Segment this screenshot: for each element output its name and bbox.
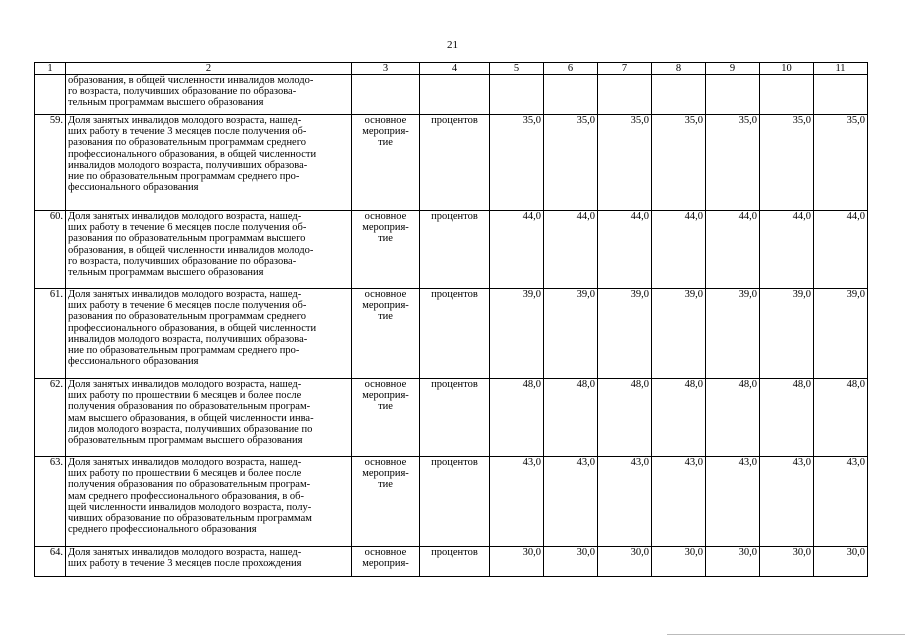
year-value	[544, 75, 598, 115]
description-line: ших работу по прошествии 6 месяцев и более после	[68, 468, 302, 480]
description-line: разования по образовательным программам высшего	[68, 233, 306, 245]
year-value: 43,0	[490, 457, 544, 547]
year-value: 48,0	[490, 379, 544, 457]
year-value: 48,0	[598, 379, 652, 457]
year-value: 35,0	[598, 115, 652, 211]
description-line: профессионального образования, в общей численности	[68, 148, 317, 160]
column-header: 10	[760, 63, 814, 75]
description-line: Доля занятых инвалидов молодого возраста, нашед-	[68, 457, 302, 468]
row-number: 61.	[35, 289, 66, 379]
description-line: разования по образовательным программам среднего	[68, 137, 307, 149]
description-line: ние по образовательным программам среднего про-	[68, 171, 300, 183]
year-value: 43,0	[652, 457, 706, 547]
description-line: Доля занятых инвалидов молодого возраста, нашед-	[68, 289, 302, 300]
year-value: 43,0	[814, 457, 868, 547]
page-number: 21	[447, 39, 458, 51]
description-line: получения образования по образовательным програм-	[68, 479, 311, 491]
year-value: 39,0	[652, 289, 706, 379]
description-line: лидов молодого возраста, получивших образование по	[68, 423, 313, 435]
indicator-type	[352, 211, 420, 289]
description-line: ших работу в течение 6 месяцев после получения об-	[68, 300, 307, 312]
column-header: 8	[652, 63, 706, 75]
type-line: основное	[364, 115, 407, 126]
column-header: 5	[490, 63, 544, 75]
unit-of-measure: процентов	[420, 379, 490, 457]
description-line: фессионального образования	[68, 356, 199, 368]
indicator-type	[352, 547, 420, 577]
year-value: 30,0	[544, 547, 598, 577]
description-line: мам высшего образования, в общей численности инва-	[68, 412, 314, 424]
year-value: 35,0	[760, 115, 814, 211]
row-number: 60.	[35, 211, 66, 289]
table-row	[35, 115, 868, 211]
indicator-description	[66, 547, 352, 577]
description-line: мам среднего профессионального образования, в об-	[68, 490, 305, 502]
column-header: 7	[598, 63, 652, 75]
description-line: ние по образовательным программам среднего про-	[68, 345, 300, 357]
year-value: 30,0	[760, 547, 814, 577]
column-header: 3	[352, 63, 420, 75]
type-line: мероприя-	[362, 126, 409, 138]
year-value: 35,0	[814, 115, 868, 211]
year-value: 43,0	[598, 457, 652, 547]
type-line: мероприя-	[362, 222, 409, 234]
table-row	[35, 547, 868, 577]
indicator-type	[352, 379, 420, 457]
description-line: инвалидов молодого возраста, получивших образова-	[68, 333, 308, 345]
row-number: 63.	[35, 457, 66, 547]
unit-of-measure: процентов	[420, 289, 490, 379]
year-value: 43,0	[706, 457, 760, 547]
year-value: 39,0	[598, 289, 652, 379]
year-value: 35,0	[652, 115, 706, 211]
description-line: разования по образовательным программам среднего	[68, 311, 307, 323]
year-value	[490, 75, 544, 115]
description-line: го возраста, получивших образование по образова-	[68, 86, 297, 98]
table-row	[35, 379, 868, 457]
description-line: фессионального образования	[68, 182, 199, 194]
year-value: 43,0	[544, 457, 598, 547]
year-value: 35,0	[544, 115, 598, 211]
description-line: Доля занятых инвалидов молодого возраста, нашед-	[68, 379, 302, 390]
description-line: Доля занятых инвалидов молодого возраста, нашед-	[68, 115, 302, 126]
year-value: 48,0	[652, 379, 706, 457]
year-value: 35,0	[706, 115, 760, 211]
unit-of-measure	[420, 75, 490, 115]
table-row	[35, 75, 868, 115]
year-value: 30,0	[652, 547, 706, 577]
indicator-type	[352, 457, 420, 547]
year-value: 44,0	[598, 211, 652, 289]
indicator-type	[352, 289, 420, 379]
year-value	[814, 75, 868, 115]
description-line: среднего профессионального образования	[68, 524, 257, 536]
type-line: тие	[378, 401, 393, 413]
row-number: 62.	[35, 379, 66, 457]
year-value	[652, 75, 706, 115]
year-value: 44,0	[814, 211, 868, 289]
description-line: ших работу в течение 3 месяцев после прохождения	[68, 558, 302, 570]
indicator-description	[66, 211, 352, 289]
table-row	[35, 289, 868, 379]
description-line: ших работу по прошествии 6 месяцев и более после	[68, 390, 302, 402]
year-value: 30,0	[598, 547, 652, 577]
type-line: тие	[378, 137, 393, 149]
description-line: ших работу в течение 6 месяцев после получения об-	[68, 222, 307, 234]
unit-of-measure: процентов	[420, 547, 490, 577]
row-number: 64.	[35, 547, 66, 577]
column-header: 4	[420, 63, 490, 75]
description-line: чивших образование по образовательным программам	[68, 513, 312, 525]
row-number: 59.	[35, 115, 66, 211]
year-value: 30,0	[814, 547, 868, 577]
type-line: основное	[364, 457, 407, 468]
year-value: 30,0	[490, 547, 544, 577]
description-line: Доля занятых инвалидов молодого возраста, нашед-	[68, 211, 302, 222]
table-row	[35, 211, 868, 289]
year-value: 39,0	[544, 289, 598, 379]
type-line: основное	[364, 547, 407, 558]
indicator-description	[66, 457, 352, 547]
column-header: 2	[66, 63, 352, 75]
description-line: щей численности инвалидов молодого возраста, полу-	[68, 501, 312, 513]
unit-of-measure: процентов	[420, 457, 490, 547]
indicator-type	[352, 115, 420, 211]
year-value: 43,0	[760, 457, 814, 547]
type-line: мероприя-	[362, 390, 409, 402]
year-value: 48,0	[544, 379, 598, 457]
scan-edge-line	[667, 634, 905, 635]
year-value: 48,0	[706, 379, 760, 457]
type-line: тие	[378, 479, 393, 491]
year-value	[706, 75, 760, 115]
description-line: образования, в общей численности инвалидов молодо-	[68, 244, 314, 256]
year-value	[598, 75, 652, 115]
indicator-description	[66, 379, 352, 457]
description-line: профессионального образования, в общей численности	[68, 322, 317, 334]
year-value: 39,0	[706, 289, 760, 379]
column-header: 11	[814, 63, 868, 75]
description-line: образования, в общей численности инвалидов молодо-	[68, 75, 314, 86]
column-header: 9	[706, 63, 760, 75]
indicators-table	[34, 62, 868, 577]
type-line: мероприя-	[362, 468, 409, 480]
description-line: го возраста, получивших образование по образова-	[68, 255, 297, 267]
type-line: мероприя-	[362, 558, 409, 570]
description-line: тельным программам высшего образования	[68, 97, 264, 109]
year-value: 39,0	[490, 289, 544, 379]
indicator-type	[352, 75, 420, 115]
description-line: образовательным программам высшего образования	[68, 435, 303, 447]
row-number	[35, 75, 66, 115]
unit-of-measure: процентов	[420, 115, 490, 211]
year-value: 44,0	[652, 211, 706, 289]
table-row	[35, 457, 868, 547]
column-header: 6	[544, 63, 598, 75]
header-row	[35, 63, 868, 75]
type-line: основное	[364, 289, 407, 300]
type-line: мероприя-	[362, 300, 409, 312]
year-value	[760, 75, 814, 115]
year-value: 44,0	[760, 211, 814, 289]
description-line: ших работу в течение 3 месяцев после получения об-	[68, 126, 307, 138]
type-line: тие	[378, 311, 393, 323]
year-value: 44,0	[544, 211, 598, 289]
column-header: 1	[35, 63, 66, 75]
indicator-description	[66, 115, 352, 211]
indicator-description	[66, 75, 352, 115]
indicator-description	[66, 289, 352, 379]
description-line: получения образования по образовательным програм-	[68, 401, 311, 413]
unit-of-measure: процентов	[420, 211, 490, 289]
type-line: основное	[364, 379, 407, 390]
year-value: 30,0	[706, 547, 760, 577]
year-value: 48,0	[814, 379, 868, 457]
description-line: Доля занятых инвалидов молодого возраста, нашед-	[68, 547, 302, 558]
year-value: 44,0	[706, 211, 760, 289]
year-value: 44,0	[490, 211, 544, 289]
year-value: 39,0	[814, 289, 868, 379]
description-line: инвалидов молодого возраста, получивших образова-	[68, 159, 308, 171]
year-value: 35,0	[490, 115, 544, 211]
type-line: основное	[364, 211, 407, 222]
type-line: тие	[378, 233, 393, 245]
description-line: тельным программам высшего образования	[68, 267, 264, 279]
year-value: 48,0	[760, 379, 814, 457]
year-value: 39,0	[760, 289, 814, 379]
